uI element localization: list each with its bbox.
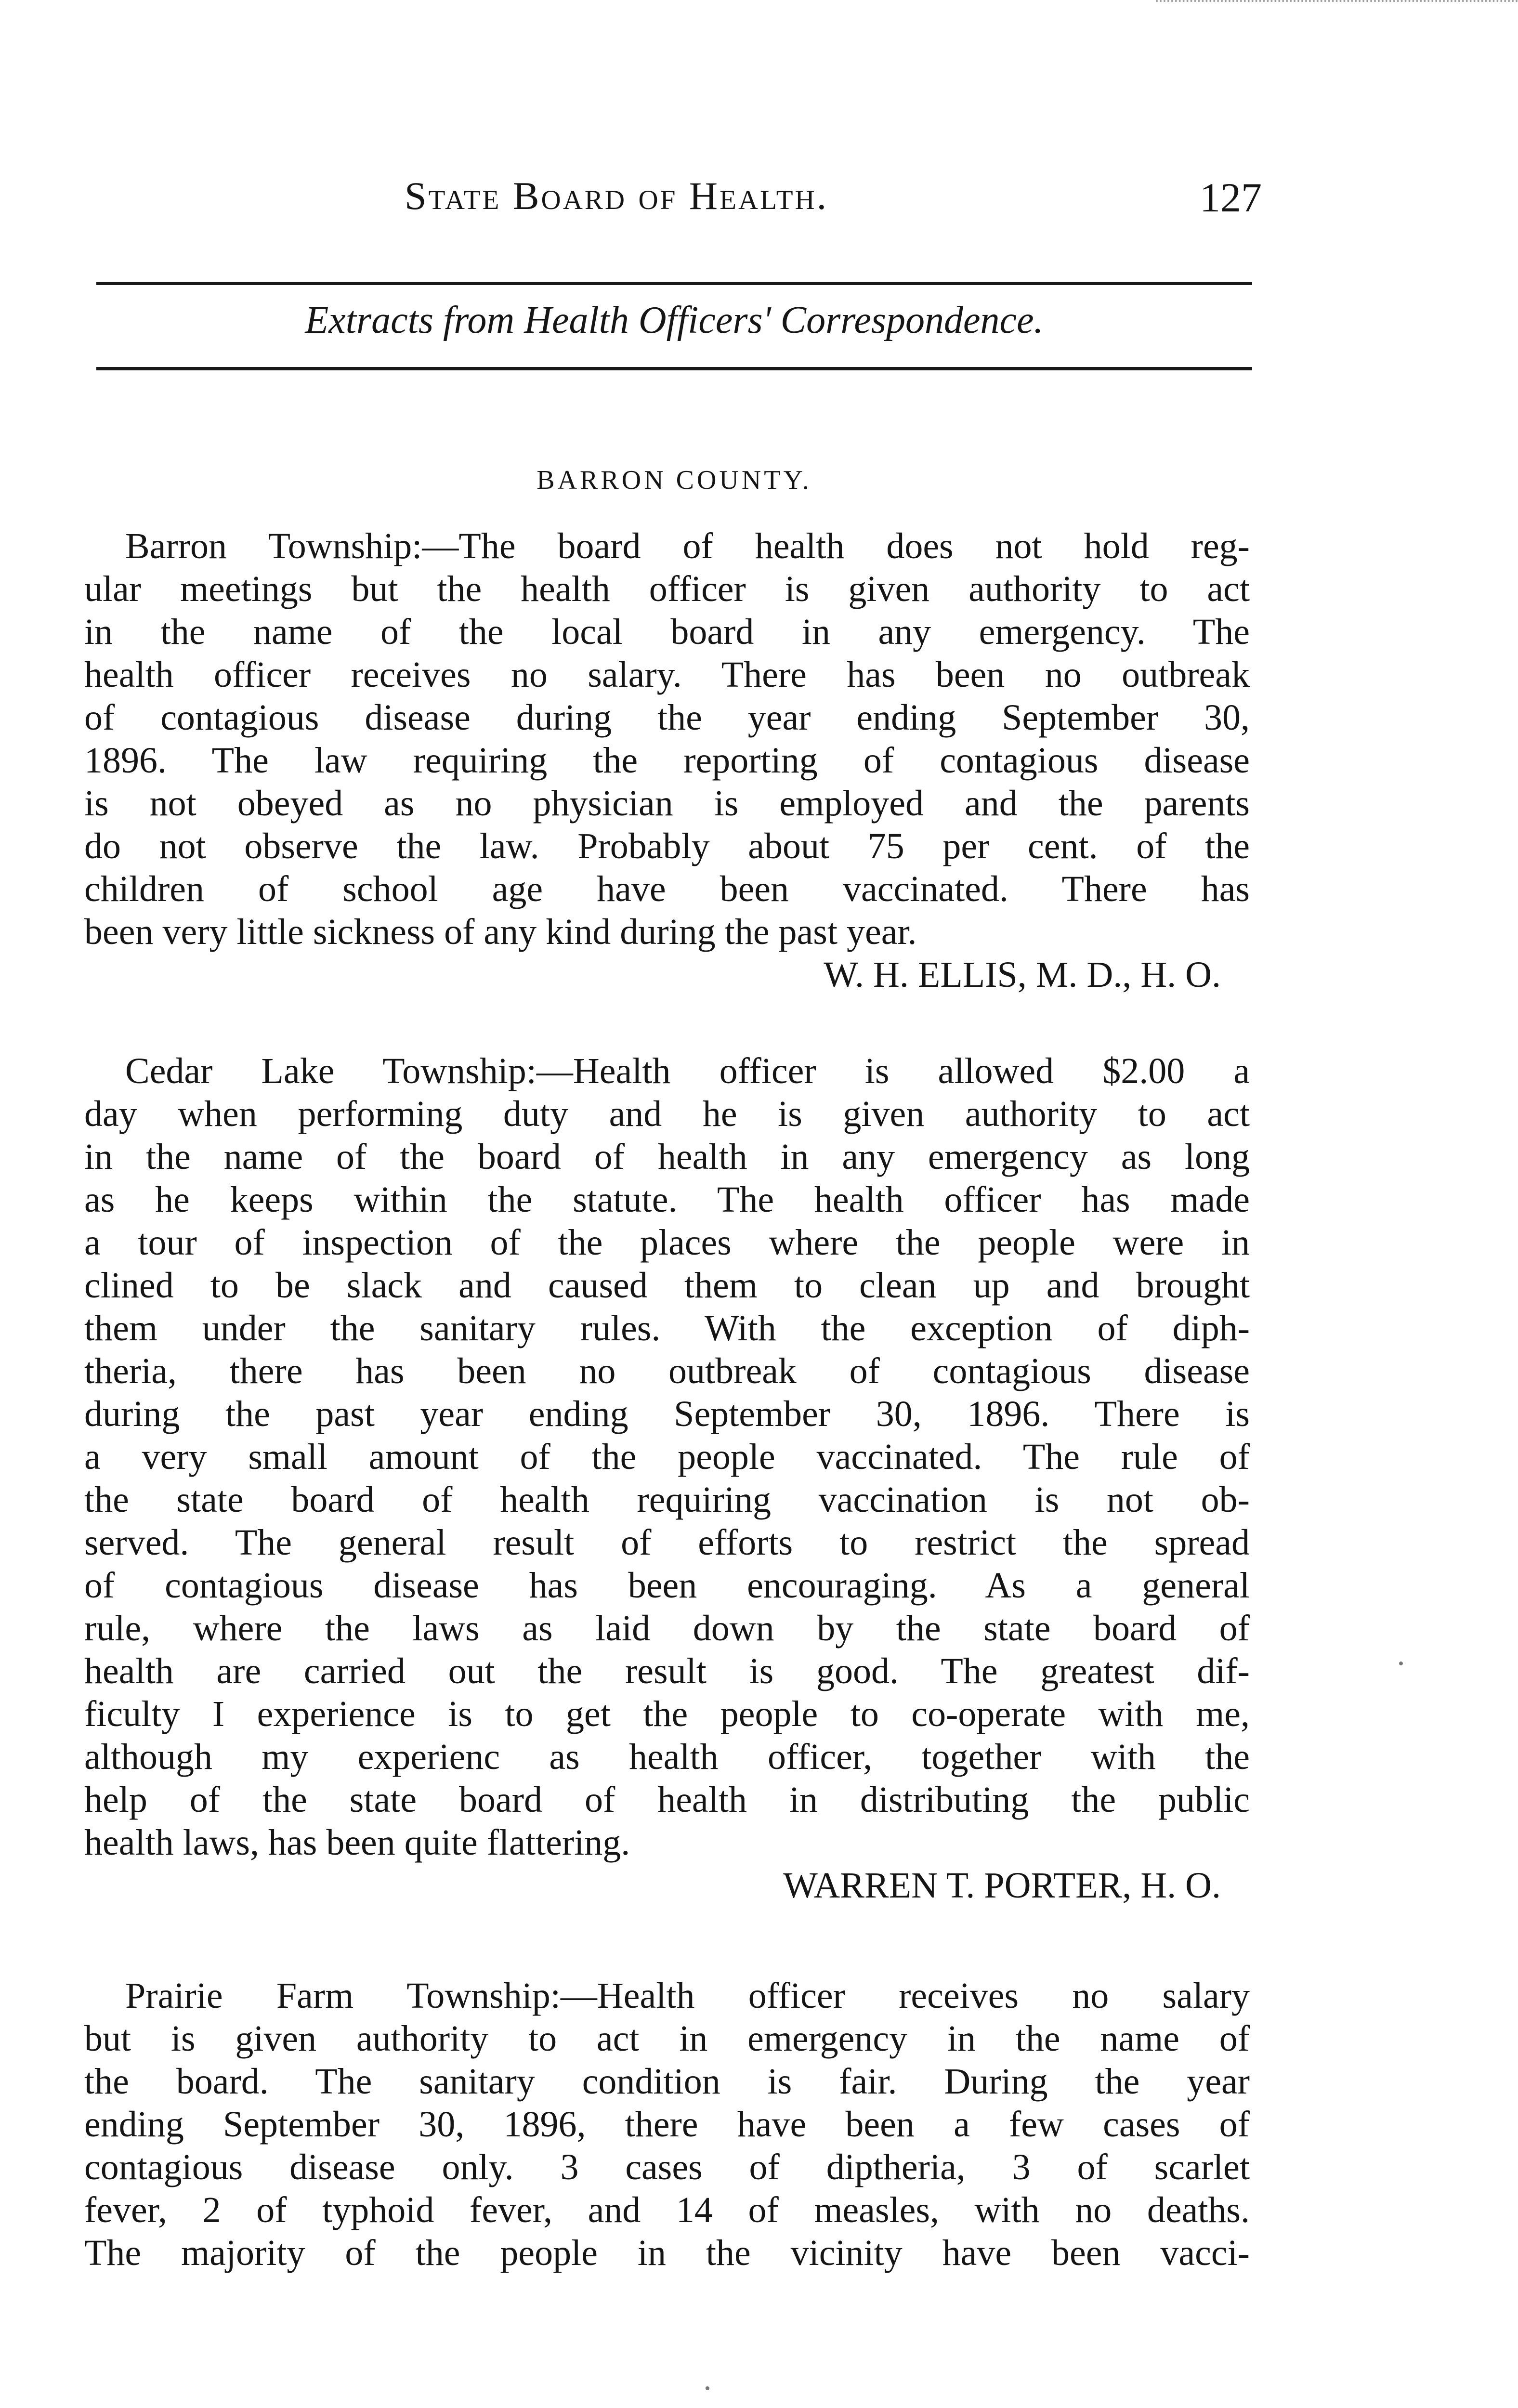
paragraph-line: health are carried out the result is good. The greatest dif- [84,1651,1250,1691]
paragraph-line: ular meetings but the health officer is given authority to act [84,569,1250,609]
paragraph-line: contagious disease only. 3 cases of diptheria, 3 of scarlet [84,2147,1250,2187]
running-head [96,173,1262,226]
paragraph-line: during the past year ending September 30, 1896. There is [84,1394,1250,1434]
paragraph-line: health laws, has been quite flattering. [84,1822,630,1863]
paragraph-line: of contagious disease has been encouraging. As a general [84,1565,1250,1606]
paragraph-line: as he keeps within the statute. The health officer has made [84,1179,1250,1220]
paragraph-line: of contagious disease during the year ending September 30, [84,697,1250,738]
entry-barron-township [84,525,1250,996]
paragraph-line: although my experienc as health officer, together with the [84,1737,1250,1777]
print-speck [706,2386,709,2390]
paragraph-line: the board. The sanitary condition is fair. During the year [84,2061,1250,2102]
paragraph-line: Cedar Lake Township:—Health officer is allowed $2.00 a [125,1051,1250,1091]
paragraph-line: Prairie Farm Township:—Health officer receives no salary [125,1976,1250,2016]
paragraph-line: children of school age have been vaccinated. There has [84,869,1250,909]
county-heading: BARRON COUNTY. [537,465,812,495]
paragraph-line: health officer receives no salary. There has been no outbreak [84,654,1250,695]
paragraph-line: 1896. The law requiring the reporting of contagious disease [84,740,1250,781]
paragraph-line: help of the state board of health in distributing the public [84,1780,1250,1820]
paragraph-line: The majority of the people in the vicinity have been vacci- [84,2233,1250,2273]
paragraph-line: but is given authority to act in emergency in the name of [84,2018,1250,2059]
paragraph-line: the state board of health requiring vaccination is not ob- [84,1479,1250,1520]
paragraph-line: a tour of inspection of the places where the people were in [84,1222,1250,1263]
paragraph-line: do not observe the law. Probably about 75 per cent. of the [84,826,1250,866]
entry-cedar-lake-township [84,1050,1250,1907]
paragraph-line: them under the sanitary rules. With the exception of diph- [84,1308,1250,1348]
paragraph-line: in the name of the board of health in any emergency as long [84,1137,1250,1177]
paragraph-line: theria, there has been no outbreak of contagious disease [84,1351,1250,1391]
page-number: 127 [1200,174,1262,221]
paragraph-line: is not obeyed as no physician is employed and the parents [84,783,1250,824]
signature: W. H. ELLIS, M. D., H. O. [824,955,1221,995]
paragraph-line: fever, 2 of typhoid fever, and 14 of measles, with no deaths. [84,2190,1250,2230]
entry-prairie-farm-township [84,1975,1250,2275]
section-title: Extracts from Health Officers' Correspondence. [305,299,1044,341]
paragraph-line: Barron Township:—The board of health does not hold reg- [125,526,1250,566]
page-edge-mark [1156,0,1518,5]
paragraph-line: in the name of the local board in any emergency. The [84,612,1250,652]
paragraph-line: day when performing duty and he is given authority to act [84,1094,1250,1134]
paragraph-line: rule, where the laws as laid down by the state board of [84,1608,1250,1649]
paragraph-line: ending September 30, 1896, there have been a few cases of [84,2104,1250,2145]
paragraph-line: served. The general result of efforts to restrict the spread [84,1522,1250,1563]
print-speck [1399,1662,1403,1665]
running-title: State Board of Health. [405,174,829,218]
top-rule [96,282,1252,285]
bottom-rule [96,367,1252,370]
signature: WARREN T. PORTER, H. O. [783,1865,1221,1906]
paragraph-line: a very small amount of the people vaccinated. The rule of [84,1437,1250,1477]
paragraph-line: been very little sickness of any kind during the past year. [84,912,917,952]
paragraph-line: clined to be slack and caused them to clean up and brought [84,1265,1250,1306]
paragraph-line: ficulty I experience is to get the people to co-operate with me, [84,1694,1250,1734]
